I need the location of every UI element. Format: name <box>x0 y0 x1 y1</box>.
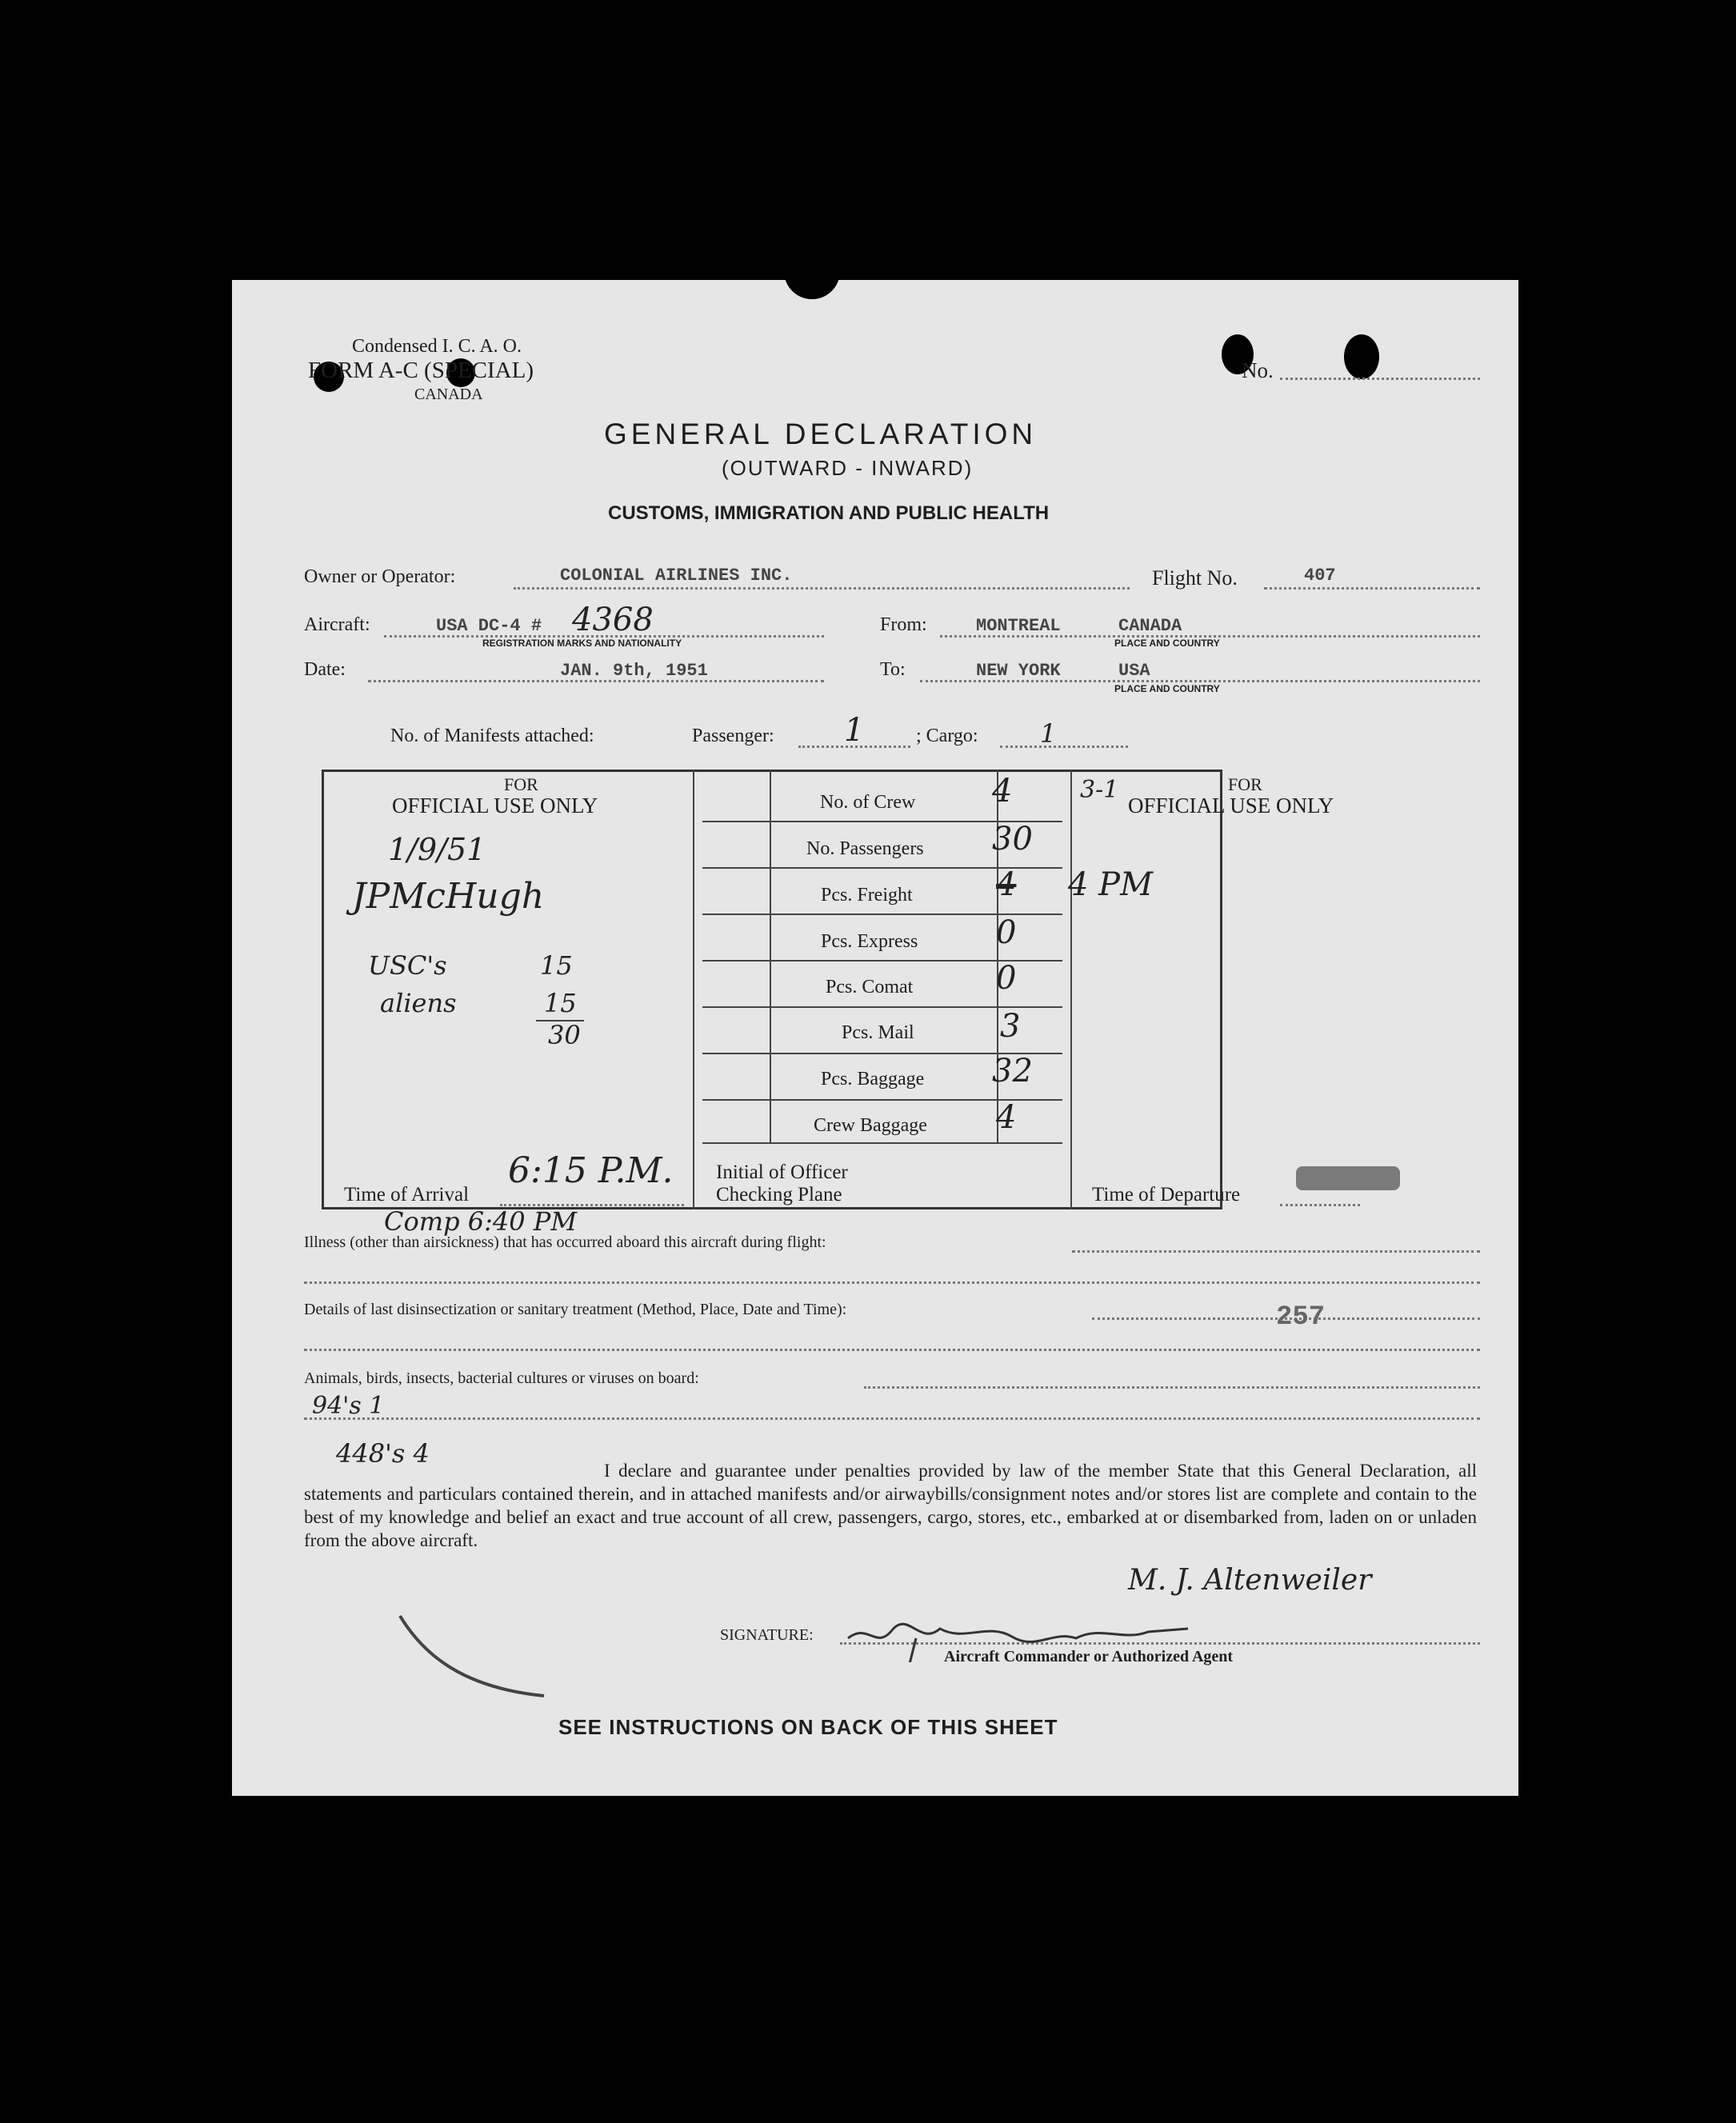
row-value[interactable]: 30 <box>992 821 1033 858</box>
footer-instructions: SEE INSTRUCTIONS ON BACK OF THIS SHEET <box>558 1715 1058 1739</box>
row-value[interactable]: 0 <box>996 914 1017 951</box>
freight-note: 4 PM <box>1068 866 1154 903</box>
form-heading: CUSTOMS, IMMIGRATION AND PUBLIC HEALTH <box>608 502 1050 524</box>
illness-line-2 <box>304 1281 1480 1284</box>
animals-line-2 <box>304 1417 1480 1420</box>
cargo-value[interactable]: 1 <box>1040 718 1057 749</box>
date-label: Date: <box>304 659 346 680</box>
illness-line <box>1072 1250 1480 1253</box>
animals-line <box>864 1386 1480 1389</box>
table-divider <box>770 770 771 1142</box>
illness-label: Illness (other than airsickness) that has occurred aboard this aircraft during flight: <box>304 1233 826 1251</box>
date-value[interactable]: JAN. 9th, 1951 <box>560 661 708 681</box>
row-label: Pcs. Baggage <box>821 1069 925 1089</box>
row-value[interactable]: 4 <box>996 866 1017 903</box>
row-label: Pcs. Express <box>821 931 918 952</box>
cargo-label: ; Cargo: <box>916 726 978 746</box>
hand-officer-name: JPMcHugh <box>352 876 545 917</box>
animals-label: Animals, birds, insects, bacterial cultures or viruses on board: <box>304 1369 699 1387</box>
flight-value[interactable]: 407 <box>1304 566 1336 586</box>
disinsect-label: Details of last disinsectization or sanitary treatment (Method, Place, Date and Time): <box>304 1301 847 1318</box>
row-value[interactable]: 32 <box>992 1053 1033 1089</box>
place-caption-to: PLACE AND COUNTRY <box>1114 683 1220 694</box>
registration-caption: REGISTRATION MARKS AND NATIONALITY <box>482 638 682 649</box>
row-label: Pcs. Comat <box>826 977 914 998</box>
form-id-line-3: CANADA <box>414 386 483 403</box>
row-label: Pcs. Freight <box>821 885 913 906</box>
row-value[interactable]: 3 <box>1000 1008 1021 1045</box>
time-arrival-label: Time of Arrival <box>344 1184 470 1205</box>
cargo-line <box>1000 746 1128 748</box>
no-label: No. <box>1242 358 1274 382</box>
no-line <box>1280 378 1480 380</box>
row-label: Crew Baggage <box>814 1115 927 1136</box>
to-place[interactable]: NEW YORK <box>976 661 1061 681</box>
owner-line <box>514 587 1130 590</box>
hand-note-2: 448's 4 <box>336 1438 430 1469</box>
hand-total: 30 <box>548 1020 581 1050</box>
hand-note-1: 94's 1 <box>312 1392 385 1420</box>
hand-usc-label: USC's <box>368 950 447 981</box>
time-arrival-value[interactable]: 6:15 P.M. <box>508 1150 674 1191</box>
right-for-label: FOR <box>1228 774 1262 794</box>
from-label: From: <box>880 614 927 635</box>
table-divider <box>693 770 694 1209</box>
row-value[interactable]: 4 <box>996 1099 1017 1136</box>
completion-note: Comp 6:40 PM <box>384 1206 578 1237</box>
signature-label: SIGNATURE: <box>720 1626 814 1644</box>
hand-usc-value: 15 <box>540 950 573 981</box>
flight-label: Flight No. <box>1152 566 1238 590</box>
from-place[interactable]: MONTREAL <box>976 616 1061 636</box>
row-value[interactable]: 0 <box>996 960 1017 997</box>
owner-value[interactable]: COLONIAL AIRLINES INC. <box>560 566 793 586</box>
hand-aliens-value: 15 <box>544 988 577 1018</box>
crew-note: 3-1 <box>1080 776 1119 804</box>
passenger-label: Passenger: <box>692 726 774 746</box>
initial-label-1: Initial of Officer <box>716 1161 848 1183</box>
passenger-value[interactable]: 1 <box>844 712 865 749</box>
declaration-form-sheet <box>232 280 1518 1796</box>
row-label: No. of Crew <box>820 792 916 813</box>
row-label: No. Passengers <box>806 838 924 859</box>
declaration-text: I declare and guarantee under penalties provided by law of the member State that this General Declaration, all statements and particulars contained therein, and in attached manifests and/or airwaybills/consignment notes and/or stores list are complete and contain to the best of my knowledge and belief an exact and true account of all crew, passengers, cargo, stores, etc., embarked at or disembarked from, laden on or unladen from the above aircraft. <box>304 1461 1477 1550</box>
signature-caption: Aircraft Commander or Authorized Agent <box>944 1648 1234 1665</box>
to-country[interactable]: USA <box>1118 661 1150 681</box>
signature-image <box>844 1614 1196 1646</box>
flight-line <box>1264 587 1480 590</box>
row-line <box>702 1142 1062 1144</box>
table-divider <box>1070 770 1072 1209</box>
right-official-label: OFFICIAL USE ONLY <box>1128 794 1334 818</box>
form-subtitle: (OUTWARD - INWARD) <box>722 456 974 480</box>
aircraft-label: Aircraft: <box>304 614 370 635</box>
aircraft-value[interactable]: USA DC-4 # <box>436 616 542 636</box>
left-for-label: FOR <box>504 774 538 794</box>
upper-signature: M. J. Altenweiler <box>1128 1564 1372 1597</box>
form-title: GENERAL DECLARATION <box>604 418 1038 450</box>
form-id-line-2: FORM A-C (SPECIAL) <box>308 358 534 383</box>
owner-label: Owner or Operator: <box>304 566 456 587</box>
hand-date: 1/9/51 <box>388 832 486 867</box>
initial-label-2: Checking Plane <box>716 1184 842 1205</box>
manifests-label: No. of Manifests attached: <box>390 726 594 746</box>
time-departure-line <box>1280 1204 1360 1206</box>
row-value[interactable]: 4 <box>992 773 1013 810</box>
time-departure-scribble <box>1296 1166 1400 1190</box>
row-label: Pcs. Mail <box>842 1022 914 1043</box>
place-caption-from: PLACE AND COUNTRY <box>1114 638 1220 649</box>
disinsect-line-2 <box>304 1349 1480 1351</box>
pencil-mark <box>392 1608 552 1704</box>
hand-aliens-label: aliens <box>380 988 457 1018</box>
punch-hole <box>1344 334 1379 379</box>
left-official-label: OFFICIAL USE ONLY <box>392 794 598 818</box>
stamp-number: 257 <box>1276 1302 1326 1333</box>
to-label: To: <box>880 659 906 680</box>
form-id-line-1: Condensed I. C. A. O. <box>352 336 522 357</box>
from-country[interactable]: CANADA <box>1118 616 1182 636</box>
aircraft-hand-number: 4368 <box>572 602 654 638</box>
top-tear <box>784 270 840 299</box>
time-departure-label: Time of Departure <box>1092 1184 1241 1205</box>
